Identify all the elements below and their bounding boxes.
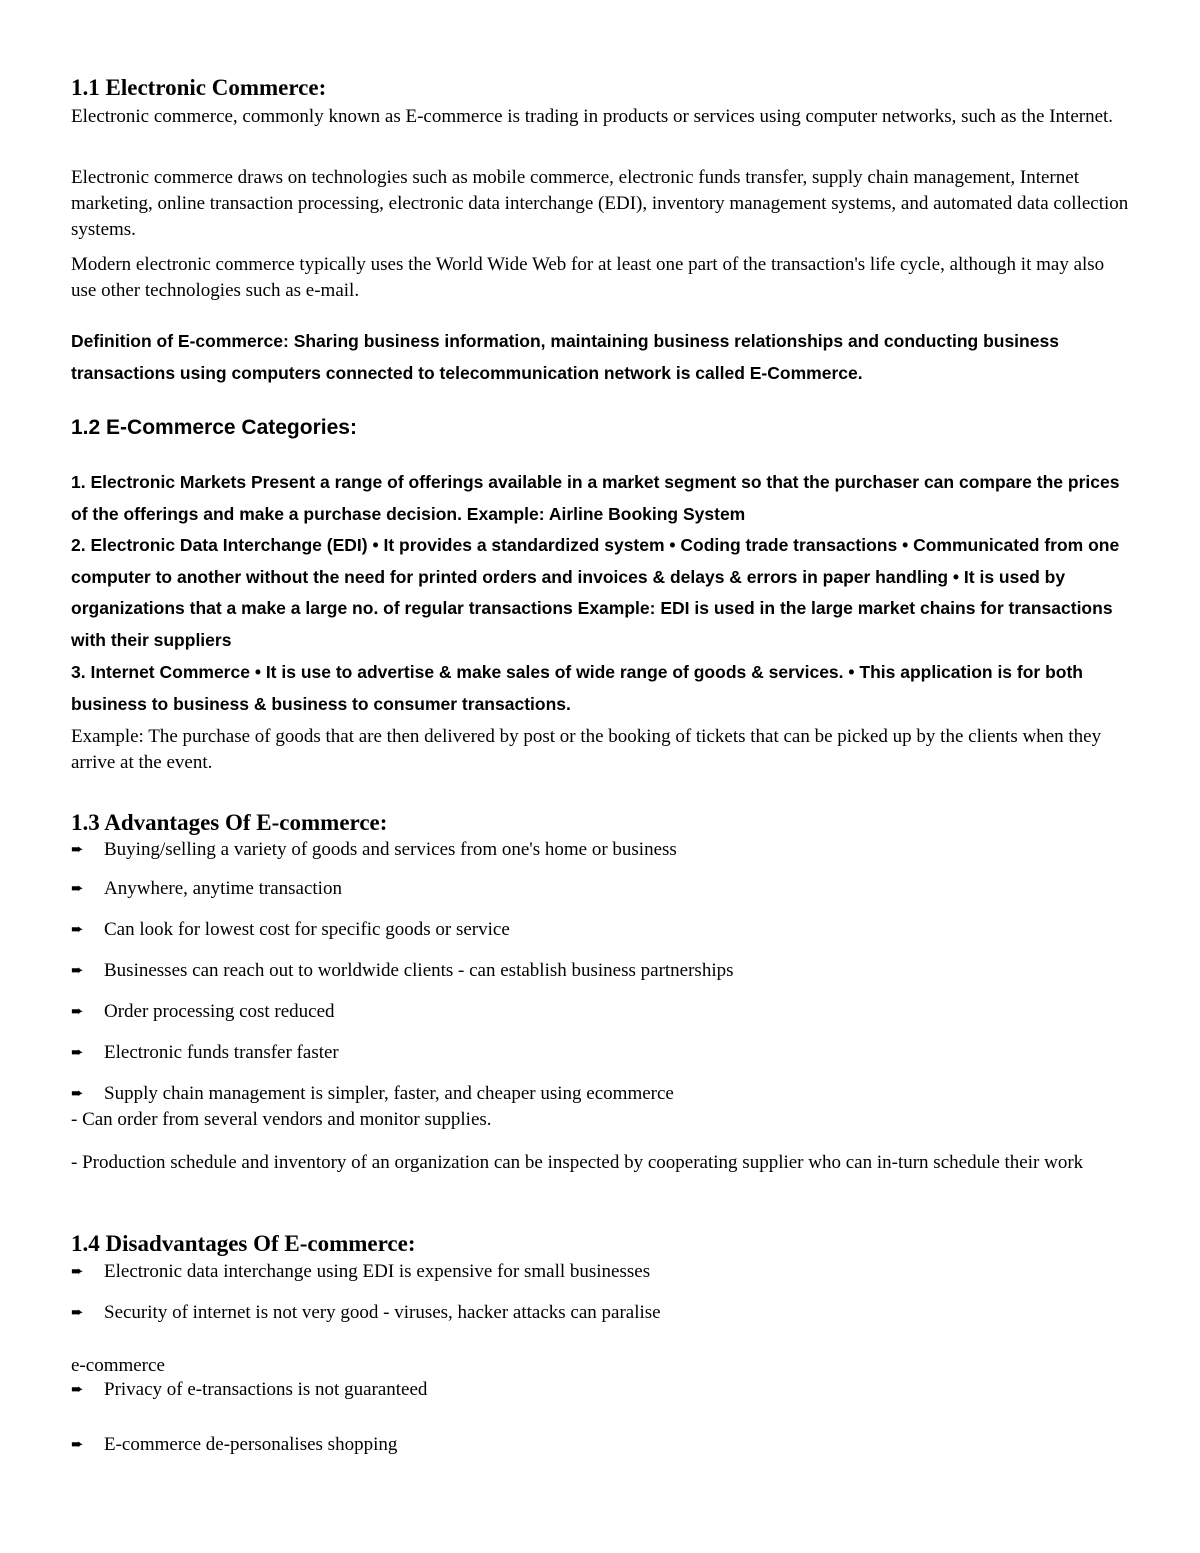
arrow-bullet-icon: ➨ <box>71 963 84 979</box>
category-label: 2. Electronic Data Interchange (EDI) <box>71 535 368 555</box>
section-heading-1-1: 1.1 Electronic Commerce: <box>71 75 327 100</box>
arrow-bullet-icon: ➨ <box>71 881 84 897</box>
advantage-subpoint: - Can order from several vendors and monitor supplies. <box>71 1109 492 1130</box>
list-item: ➨ Electronic funds transfer faster <box>71 1042 339 1063</box>
definition-text: Sharing business information, maintaining business relationships and conducting business transactions using computers connected to telecommunication network is called E-Commerce. <box>71 331 1059 383</box>
definition-label: Definition of E-commerce: <box>71 331 289 351</box>
paragraph-ecommerce-web: Modern electronic commerce typically uses the World Wide Web for at least one part of the transaction's life cycle, although it may also use other technologies such as e-mail. <box>71 254 1105 301</box>
list-item: ➨ Can look for lowest cost for specific goods or service <box>71 919 510 940</box>
paragraph-ecommerce-technologies: Electronic commerce draws on technologies such as mobile commerce, electronic funds transfer, supply chain management, Internet marketing, online transaction processing, electronic data interchange (EDI), inventory management systems, and automated data collection systems. <box>71 167 1129 240</box>
list-item: ➨ Supply chain management is simpler, faster, and cheaper using ecommerce <box>71 1083 674 1104</box>
category-edi <box>71 530 1131 656</box>
section-heading-1-2: 1.2 E-Commerce Categories: <box>71 416 357 439</box>
arrow-bullet-icon: ➨ <box>71 1045 84 1061</box>
paragraph-ecommerce-intro: Electronic commerce, commonly known as E-commerce is trading in products or services using computer networks, such as the Internet. <box>71 106 1114 127</box>
list-item: ➨ Privacy of e-transactions is not guaranteed <box>71 1379 428 1400</box>
section-heading-1-3: 1.3 Advantages Of E-commerce: <box>71 810 388 835</box>
list-item: ➨ Businesses can reach out to worldwide clients - can establish business partnerships <box>71 960 734 981</box>
category-label: 1. Electronic Markets <box>71 472 247 492</box>
internet-commerce-example: Example: The purchase of goods that are then delivered by post or the booking of tickets that can be picked up by the clients when they arrive at the event. <box>71 726 1102 773</box>
category-text: • It provides a standardized system • Coding trade transactions • Communicated from one computer to another without the need for printed orders and invoices & delays & errors in paper handling • It is used by organizations that a make a large no. of regular transactions Example: EDI is used in the large market chains for transactions with their suppliers <box>71 535 1120 650</box>
definition-paragraph <box>71 326 1131 389</box>
list-item: ➨ Buying/selling a variety of goods and services from one's home or business <box>71 839 677 860</box>
arrow-bullet-icon: ➨ <box>71 1004 84 1020</box>
arrow-bullet-icon: ➨ <box>71 1382 84 1398</box>
list-item: ➨ Electronic data interchange using EDI is expensive for small businesses <box>71 1261 651 1282</box>
list-item: ➨ Security of internet is not very good - viruses, hacker attacks can paralise <box>71 1302 661 1323</box>
arrow-bullet-icon: ➨ <box>71 922 84 938</box>
arrow-bullet-icon: ➨ <box>71 1264 84 1280</box>
arrow-bullet-icon: ➨ <box>71 1305 84 1321</box>
category-internet-commerce <box>71 657 1131 720</box>
category-electronic-markets <box>71 467 1131 530</box>
section-heading-1-4: 1.4 Disadvantages Of E-commerce: <box>71 1231 416 1256</box>
advantage-subpoint: - Production schedule and inventory of an organization can be inspected by cooperating supplier who can in-turn schedule their work <box>71 1152 1084 1173</box>
category-text: • It is use to advertise & make sales of wide range of goods & services. • This application is for both business to business & business to consumer transactions. <box>71 662 1083 714</box>
arrow-bullet-icon: ➨ <box>71 1437 84 1453</box>
list-item: ➨ Order processing cost reduced <box>71 1001 335 1022</box>
list-item: ➨ E-commerce de-personalises shopping <box>71 1434 398 1455</box>
list-continuation: e-commerce <box>71 1355 165 1376</box>
list-item: ➨ Anywhere, anytime transaction <box>71 878 342 899</box>
category-text: Present a range of offerings available in a market segment so that the purchaser can compare the prices of the offerings and make a purchase decision. Example: Airline Booking System <box>71 472 1120 524</box>
category-label: 3. Internet Commerce <box>71 662 250 682</box>
arrow-bullet-icon: ➨ <box>71 1086 84 1102</box>
arrow-bullet-icon: ➨ <box>71 842 84 858</box>
